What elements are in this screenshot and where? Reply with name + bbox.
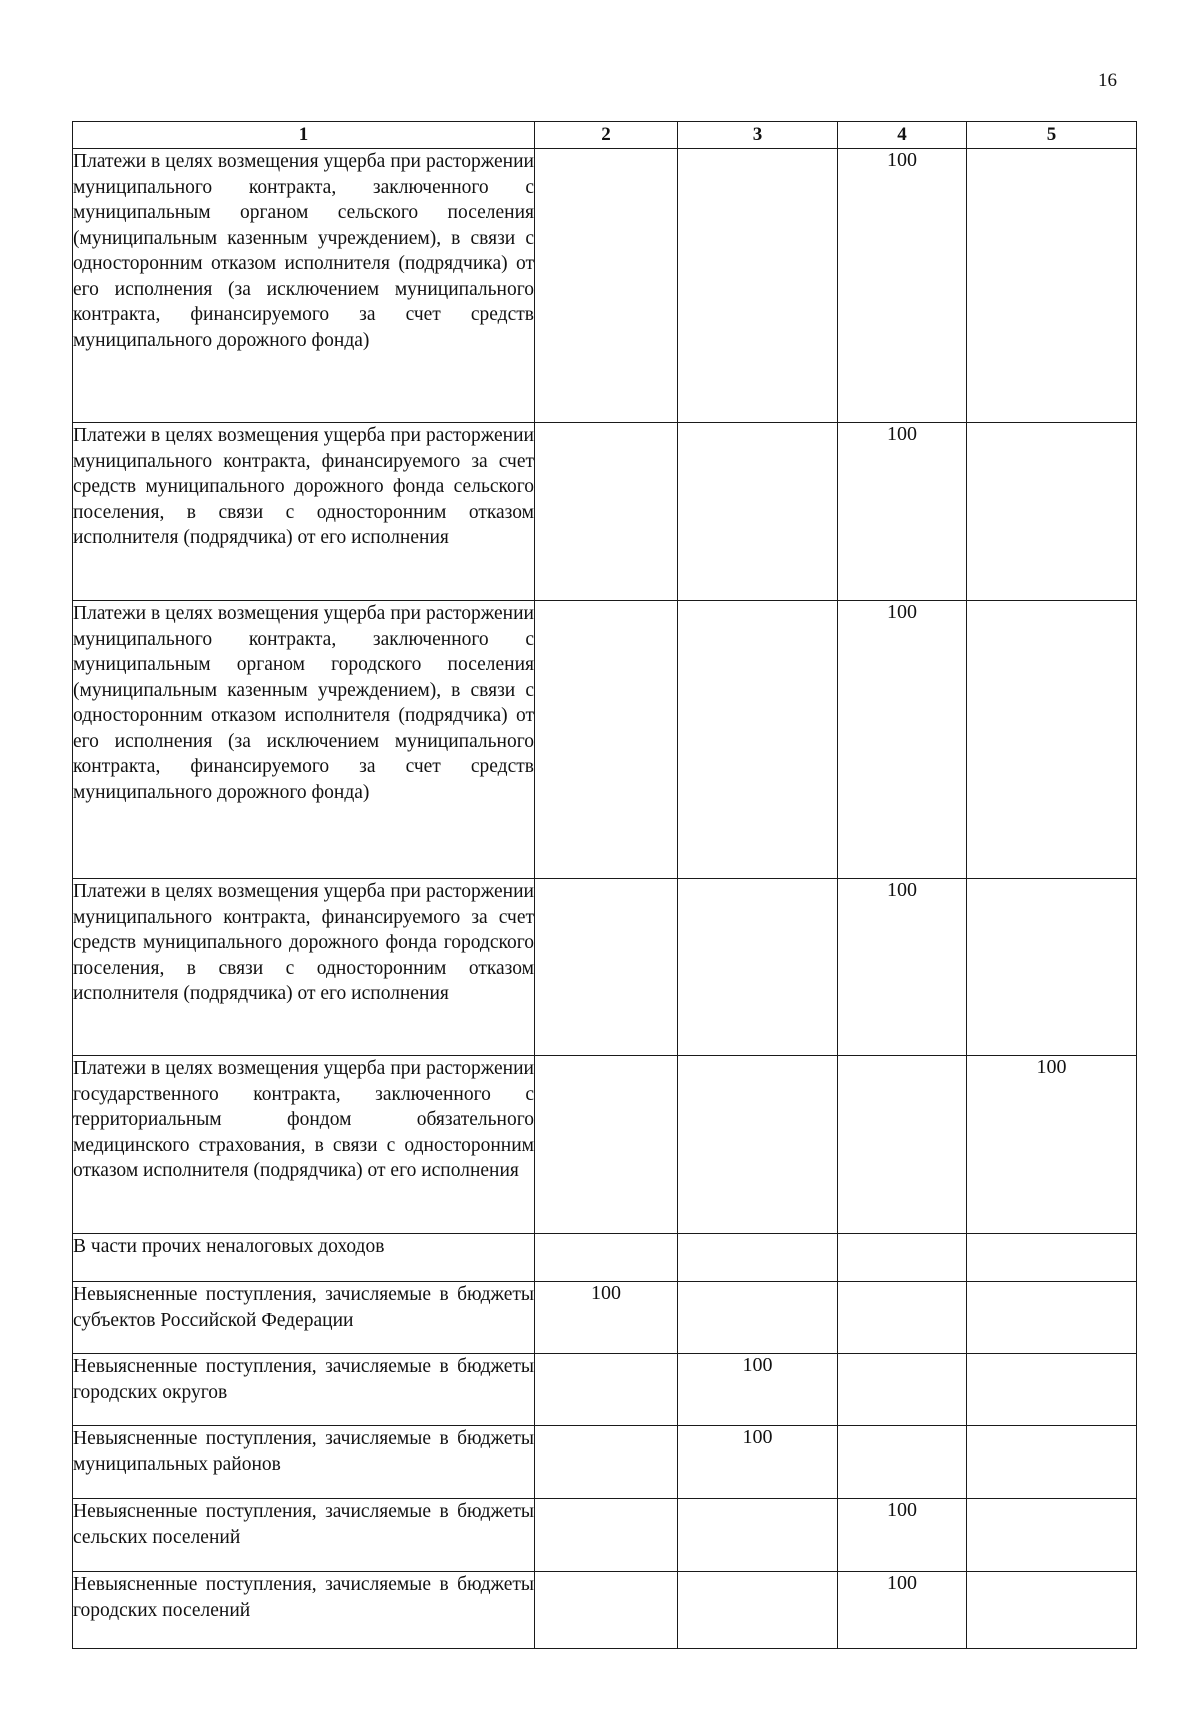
value-cell (535, 423, 678, 601)
value-cell (678, 879, 838, 1056)
table-row (73, 1354, 1137, 1426)
table-row (73, 1426, 1137, 1499)
value-cell (967, 1234, 1137, 1282)
table-row (73, 879, 1137, 1056)
value-cell (838, 1426, 967, 1499)
value-cell (678, 1234, 838, 1282)
value-cell: 100 (678, 1426, 838, 1499)
column-header-3: 3 (678, 122, 838, 149)
value-cell (838, 1056, 967, 1234)
value-cell (967, 1282, 1137, 1354)
column-header-1: 1 (73, 122, 535, 149)
row-description: Невыясненные поступления, зачисляемые в бюджеты муниципальных районов (73, 1426, 535, 1499)
value-cell (967, 1426, 1137, 1499)
table-row (73, 1234, 1137, 1282)
value-cell: 100 (678, 1354, 838, 1426)
value-cell: 100 (838, 149, 967, 423)
table-row (73, 1499, 1137, 1572)
value-cell (838, 1234, 967, 1282)
row-description: Платежи в целях возмещения ущерба при расторжении муниципального контракта, заключенного с муниципальным органом городского поселения (муниципальным казенным учреждением), в связи с односторонним отказом исполнителя (подрядчика) от его исполнения (за исключением муниципального контракта, финансируемого за счет средств муниципального дорожного фонда) (73, 601, 535, 879)
row-description: Платежи в целях возмещения ущерба при расторжении муниципального контракта, финансируемого за счет средств муниципального дорожного фонда городского поселения, в связи с односторонним отказом исполнителя (подрядчика) от его исполнения (73, 879, 535, 1056)
row-description: Платежи в целях возмещения ущерба при расторжении муниципального контракта, заключенного с муниципальным органом сельского поселения (муниципальным казенным учреждением), в связи с односторонним отказом исполнителя (подрядчика) от его исполнения (за исключением муниципального контракта, финансируемого за счет средств муниципального дорожного фонда) (73, 149, 535, 423)
value-cell (535, 1499, 678, 1572)
column-header-2: 2 (535, 122, 678, 149)
value-cell (678, 149, 838, 423)
page-number: 16 (1098, 70, 1117, 91)
value-cell (535, 1056, 678, 1234)
value-cell (967, 1354, 1137, 1426)
value-cell (967, 1499, 1137, 1572)
value-cell (678, 1499, 838, 1572)
value-cell (535, 1354, 678, 1426)
value-cell (535, 1426, 678, 1499)
value-cell (967, 601, 1137, 879)
table-row (73, 1572, 1137, 1649)
value-cell: 100 (967, 1056, 1137, 1234)
value-cell (535, 879, 678, 1056)
value-cell (678, 1282, 838, 1354)
value-cell (967, 423, 1137, 601)
value-cell: 100 (838, 1499, 967, 1572)
table-row (73, 601, 1137, 879)
value-cell: 100 (838, 601, 967, 879)
row-description: Невыясненные поступления, зачисляемые в бюджеты субъектов Российской Федерации (73, 1282, 535, 1354)
row-description: Платежи в целях возмещения ущерба при расторжении муниципального контракта, финансируемого за счет средств муниципального дорожного фонда сельского поселения, в связи с односторонним отказом исполнителя (подрядчика) от его исполнения (73, 423, 535, 601)
column-header-4: 4 (838, 122, 967, 149)
value-cell: 100 (838, 879, 967, 1056)
value-cell: 100 (838, 1572, 967, 1649)
value-cell (967, 879, 1137, 1056)
column-header-5: 5 (967, 122, 1137, 149)
value-cell (678, 601, 838, 879)
revenue-distribution-table (72, 121, 1137, 1649)
value-cell: 100 (535, 1282, 678, 1354)
value-cell (535, 1234, 678, 1282)
row-description: Невыясненные поступления, зачисляемые в бюджеты городских поселений (73, 1572, 535, 1649)
value-cell (967, 149, 1137, 423)
value-cell (535, 1572, 678, 1649)
row-description: Невыясненные поступления, зачисляемые в бюджеты сельских поселений (73, 1499, 535, 1572)
table-row (73, 149, 1137, 423)
header-row (73, 122, 1137, 149)
value-cell (678, 423, 838, 601)
table-row (73, 423, 1137, 601)
row-description: Платежи в целях возмещения ущерба при расторжении государственного контракта, заключенного с территориальным фондом обязательного медицинского страхования, в связи с односторонним отказом исполнителя (подрядчика) от его исполнения (73, 1056, 535, 1234)
value-cell (967, 1572, 1137, 1649)
value-cell (838, 1354, 967, 1426)
row-description: Невыясненные поступления, зачисляемые в бюджеты городских округов (73, 1354, 535, 1426)
value-cell (678, 1572, 838, 1649)
value-cell (678, 1056, 838, 1234)
value-cell (535, 601, 678, 879)
row-description: В части прочих неналоговых доходов (73, 1234, 535, 1282)
value-cell: 100 (838, 423, 967, 601)
value-cell (535, 149, 678, 423)
table-row (73, 1056, 1137, 1234)
table-row (73, 1282, 1137, 1354)
value-cell (838, 1282, 967, 1354)
